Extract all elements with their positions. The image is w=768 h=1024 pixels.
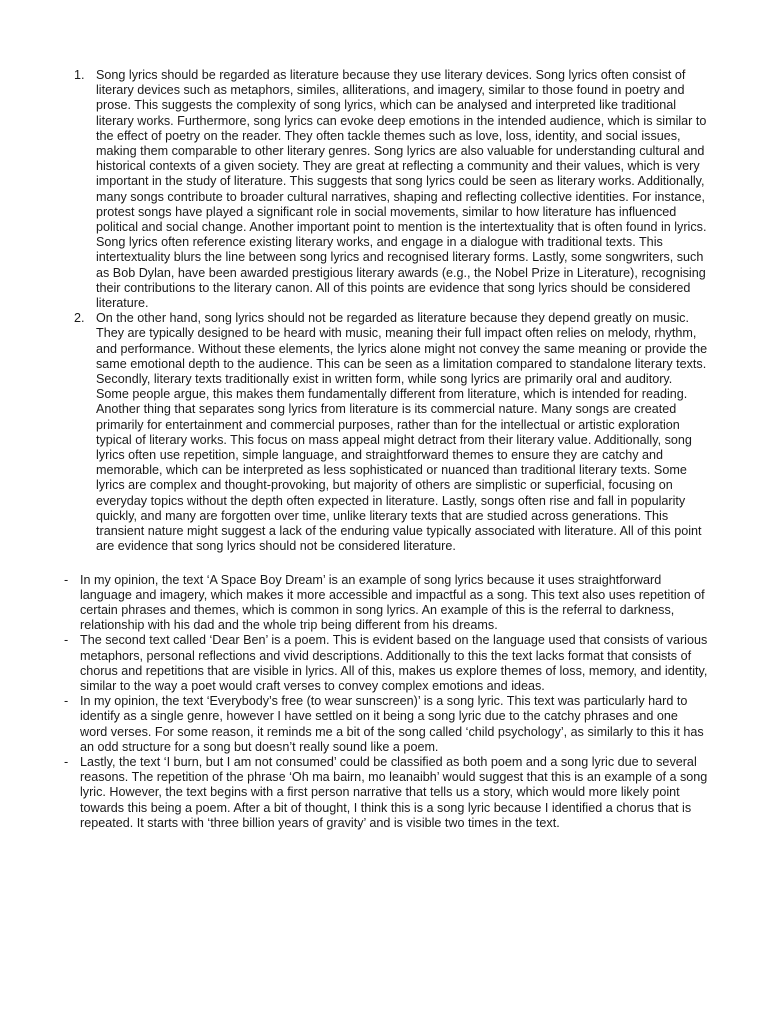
list-number: 1. — [74, 68, 85, 82]
list-item — [66, 755, 708, 831]
list-number: 2. — [74, 311, 85, 326]
paragraph-text: Lastly, the text ‘I burn, but I am not consumed’ could be classified as both poem and a song lyric due to several reasons. The repetition of the phrase ‘Oh ma bairn, mo leanaibh’ would suggest that this is an example of a song lyric. However, the text begins with a first person narrative that tells us a story, which would more likely point towards this being a poem. After a bit of thought, I think this is a song lyric because I identified a chorus that is repeated. It starts with ‘three billion years of gravity’ and is visible two times in the text. — [80, 754, 708, 830]
list-item — [74, 311, 708, 554]
paragraph-text: In my opinion, the text ‘A Space Boy Dream’ is an example of song lyrics because it uses straightforward language and imagery, which makes it more accessible and impactful as a song. This text also uses repetition of certain phrases and themes, which is common in song lyrics. An example of this is the referral to darkness, relationship with his dad and the whole trip being different from his dreams. — [80, 572, 705, 633]
bullet-list — [66, 573, 708, 831]
bullet-dash: - — [64, 633, 69, 648]
bullet-dash: - — [64, 694, 69, 709]
list-item — [74, 68, 708, 311]
section-spacer — [74, 555, 708, 573]
paragraph-text: The second text called ‘Dear Ben’ is a poem. This is evident based on the language used that consists of various metaphors, personal reflections and vivid descriptions. Additionally to this the text lacks format that consists of chorus and repetitions that are visible in lyrics. All of this, makes us explore themes of loss, memory, and identity, similar to the way a poet would craft verses to convey complex emotions and ideas. — [80, 633, 708, 693]
bullet-dash: - — [64, 754, 69, 769]
list-item — [66, 694, 708, 755]
list-item — [66, 633, 708, 694]
bullet-dash: - — [64, 572, 69, 587]
numbered-list — [74, 68, 708, 555]
paragraph-text: Song lyrics should be regarded as literature because they use literary devices. Song lyrics often consist of literary devices such as metaphors, similes, alliterations, and imagery, similar to those found in poetry and prose. This suggests the complexity of song lyrics, which can be analysed and interpreted like traditional literary works. Furthermore, song lyrics can evoke deep emotions in the intended audience, which is similar to the effect of poetry on the reader. They often tackle themes such as love, loss, identity, and social issues, making them comparable to other literary genres. Song lyrics are also valuable for understanding cultural and historical contexts of a given society. They are great at reflecting a community and their values, which is very important in the study of literature. This suggests that song lyrics could be seen as literary works. Additionally, many songs contribute to broader cultural narratives, shaping and reflecting collective identities. For instance, protest songs have played a significant role in social movements, similar to how literature has influenced political and social change. Another important point to mention is the intertextuality that is often found in lyrics. Song lyrics often reference existing literary works, and engage in a dialogue with traditional texts. This intertextuality blurs the line between song lyrics and recognised literary forms. Lastly, some songwriters, such as Bob Dylan, have been awarded prestigious literary awards (e.g., the Nobel Prize in Literature), recognising their contributions to the literary canon. All of this points are evidence that song lyrics should be considered literature. — [96, 68, 707, 311]
paragraph-text: On the other hand, song lyrics should not be regarded as literature because they depend greatly on music. They are typically designed to be heard with music, meaning their full impact often relies on melody, rhythm, and performance. Without these elements, the lyrics alone might not convey the same meaning or provide the same emotional depth to the audience. This can be seen as a limitation compared to standalone literary texts. Secondly, literary texts traditionally exist in written form, while song lyrics are primarily oral and auditory. Some people argue, this makes them fundamentally different from literature, which is intended for reading. Another thing that separates song lyrics from literature is its commercial nature. Many songs are created primarily for entertainment and commercial purposes, rather than for the intellectual or artistic exploration typical of literary works. This focus on mass appeal might detract from their literary value. Additionally, song lyrics often use repetition, simple language, and straightforward themes to ensure they are catchy and memorable, which can be interpreted as less sophisticated or nuanced than traditional literary texts. Some lyrics are complex and thought-provoking, but majority of others are simplistic or superficial, focusing on everyday topics without the depth often expected in literature. Lastly, songs often rise and fall in popularity quickly, and many are forgotten over time, unlike literary texts that are studied across generations. This transient nature might suggest a lack of the enduring value typically associated with literature. All of this point are evidence that song lyrics should not be considered literature. — [96, 311, 708, 554]
list-item — [66, 573, 708, 634]
paragraph-text: In my opinion, the text ‘Everybody’s free (to wear sunscreen)’ is a song lyric. This text was particularly hard to identify as a single genre, however I have settled on it being a song lyric due to the catchy phrases and one word verses. For some reason, it reminds me a bit of the song called ‘child psychology’, as similarly to this it has an odd structure for a song but doesn’t really sound like a poem. — [80, 694, 704, 754]
